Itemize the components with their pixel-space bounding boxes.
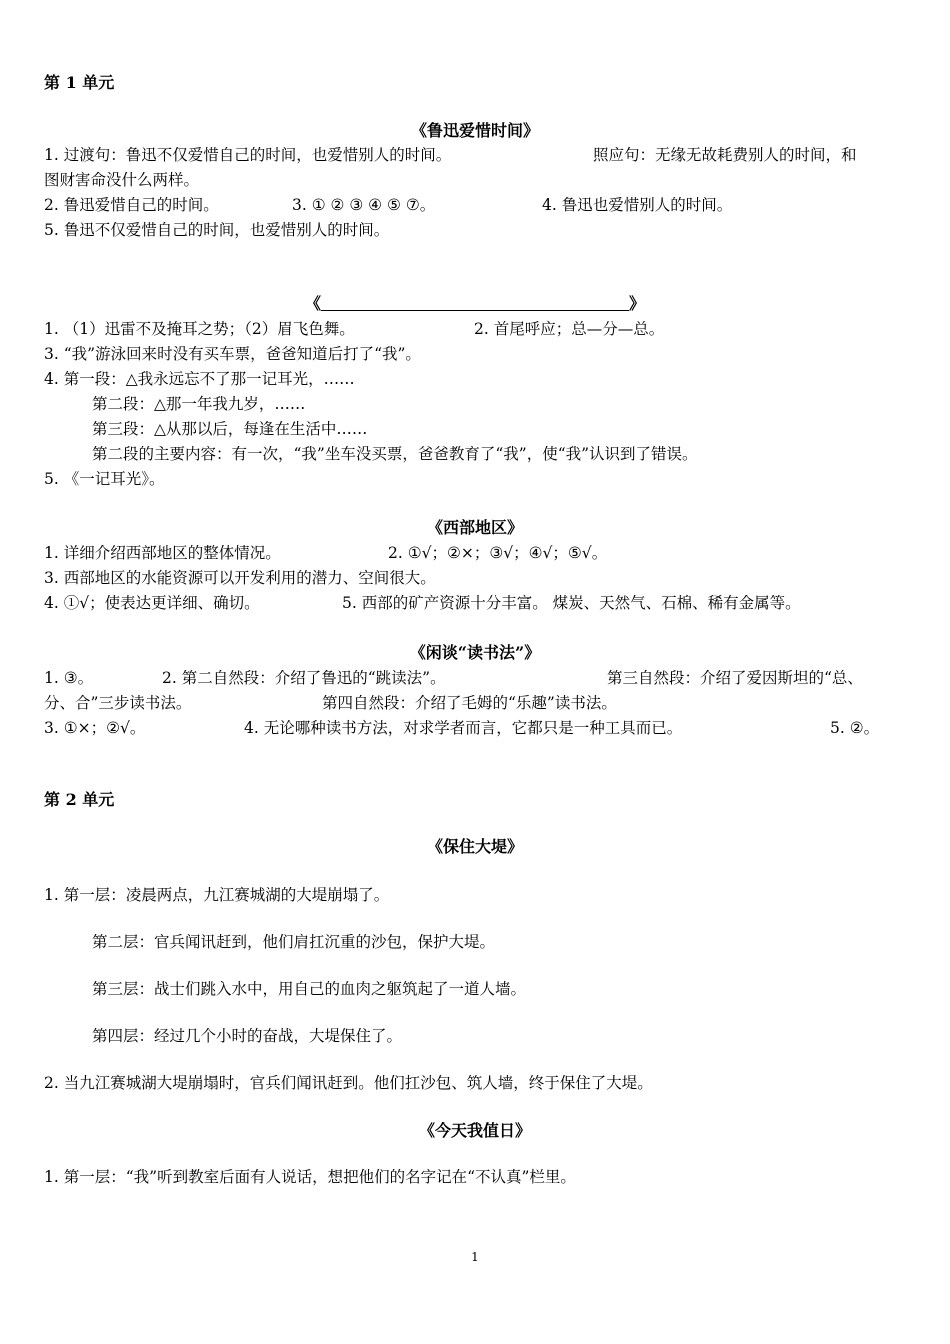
- s3-line-2: 3. 西部地区的水能资源可以开发利用的潜力、空间很大。: [44, 569, 436, 587]
- s5-line-2: 第二层：官兵闻讯赶到，他们肩扛沉重的沙包，保护大堤。: [92, 933, 496, 951]
- unit-1-heading: 第 1 单元: [44, 73, 115, 92]
- s3-line-1a: 1. 详细介绍西部地区的整体情况。: [44, 544, 281, 562]
- s5-line-4: 第四层：经过几个小时的奋战，大堤保住了。: [92, 1027, 403, 1045]
- s2-line-6: 第二段的主要内容：有一次，“我”坐车没买票，爸爸教育了“我”，使“我”认识到了错误。: [92, 445, 698, 463]
- s1-line-1b: 照应句：无缘无故耗费别人的时间，和: [593, 146, 857, 164]
- s3-line-3a: 4. ①√；使表达更详细、确切。: [44, 594, 260, 612]
- s3-line-3b: 5. 西部的矿产资源十分丰富。 煤炭、天然气、石棉、稀有金属等。: [342, 594, 801, 612]
- s1-line-1a: 1. 过渡句：鲁迅不仅爱惜自己的时间，也爱惜别人的时间。: [44, 146, 452, 164]
- s4-line-1b: 2. 第二自然段：介绍了鲁迅的“跳读法”。: [162, 669, 446, 687]
- lesson-title-1: 《鲁迅爱惜时间》: [410, 121, 539, 140]
- s1-line-3a: 2. 鲁迅爱惜自己的时间。: [44, 196, 219, 214]
- s4-line-3b: 4. 无论哪种读书方法，对求学者而言，它都只是一种工具而已。: [244, 719, 683, 737]
- s2-line-3: 4. 第一段：△我永远忘不了那一记耳光，……: [44, 370, 355, 388]
- s2-line-2: 3. “我”游泳回来时没有买车票，爸爸知道后打了“我”。: [44, 345, 421, 363]
- title-open-bracket: 《: [304, 294, 321, 313]
- s1-line-3c: 4. 鲁迅也爱惜别人的时间。: [542, 196, 733, 214]
- s4-line-3a: 3. ①×；②√。: [44, 719, 146, 737]
- lesson-title-5: 《保住大堤》: [426, 837, 523, 856]
- s3-line-1b: 2. ①√；②×；③√；④√；⑤√。: [388, 544, 608, 562]
- s4-line-2b: 第四自然段：介绍了毛姆的“乐趣”读书法。: [322, 694, 617, 712]
- title-close-bracket: 》: [629, 294, 646, 313]
- s5-line-1: 1. 第一层：凌晨两点，九江赛城湖的大堤崩塌了。: [44, 886, 390, 904]
- lesson-title-6: 《今天我值日》: [418, 1121, 531, 1140]
- page-number: 1: [471, 1250, 479, 1264]
- unit-2-heading: 第 2 单元: [44, 790, 115, 809]
- title-blank-line: [321, 294, 629, 311]
- s2-line-7: 5. 《一记耳光》。: [44, 470, 165, 488]
- s2-line-1a: 1. （1）迅雷不及掩耳之势；（2）眉飞色舞。: [44, 320, 355, 338]
- lesson-title-4: 《闲谈“读书法”》: [409, 643, 541, 662]
- s5-line-3: 第三层：战士们跳入水中，用自己的血肉之躯筑起了一道人墙。: [92, 980, 527, 998]
- s4-line-2a: 分、合”三步读书法。: [44, 694, 192, 712]
- s2-line-4: 第二段：△那一年我九岁，……: [92, 395, 306, 413]
- lesson-title-3: 《西部地区》: [426, 518, 523, 537]
- s1-line-4: 5. 鲁迅不仅爱惜自己的时间，也爱惜别人的时间。: [44, 221, 390, 239]
- s4-line-1c: 第三自然段：介绍了爱因斯坦的“总、: [607, 669, 863, 687]
- s2-line-5: 第三段：△从那以后，每逢在生活中……: [92, 420, 368, 438]
- lesson-title-2-blank: [0, 294, 950, 314]
- s1-line-3b: 3. ① ② ③ ④ ⑤ ⑦。: [292, 196, 436, 214]
- s4-line-1a: 1. ③。: [44, 669, 94, 687]
- s1-line-2: 图财害命没什么两样。: [44, 171, 200, 189]
- s6-line-1: 1. 第一层：“我”听到教室后面有人说话，想把他们的名字记在“不认真”栏里。: [44, 1168, 576, 1186]
- s2-line-1b: 2. 首尾呼应；总—分—总。: [474, 320, 665, 338]
- s5-line-5: 2. 当九江赛城湖大堤崩塌时，官兵们闻讯赶到。他们扛沙包、筑人墙，终于保住了大堤。: [44, 1074, 653, 1092]
- s4-line-3c: 5. ②。: [830, 719, 880, 737]
